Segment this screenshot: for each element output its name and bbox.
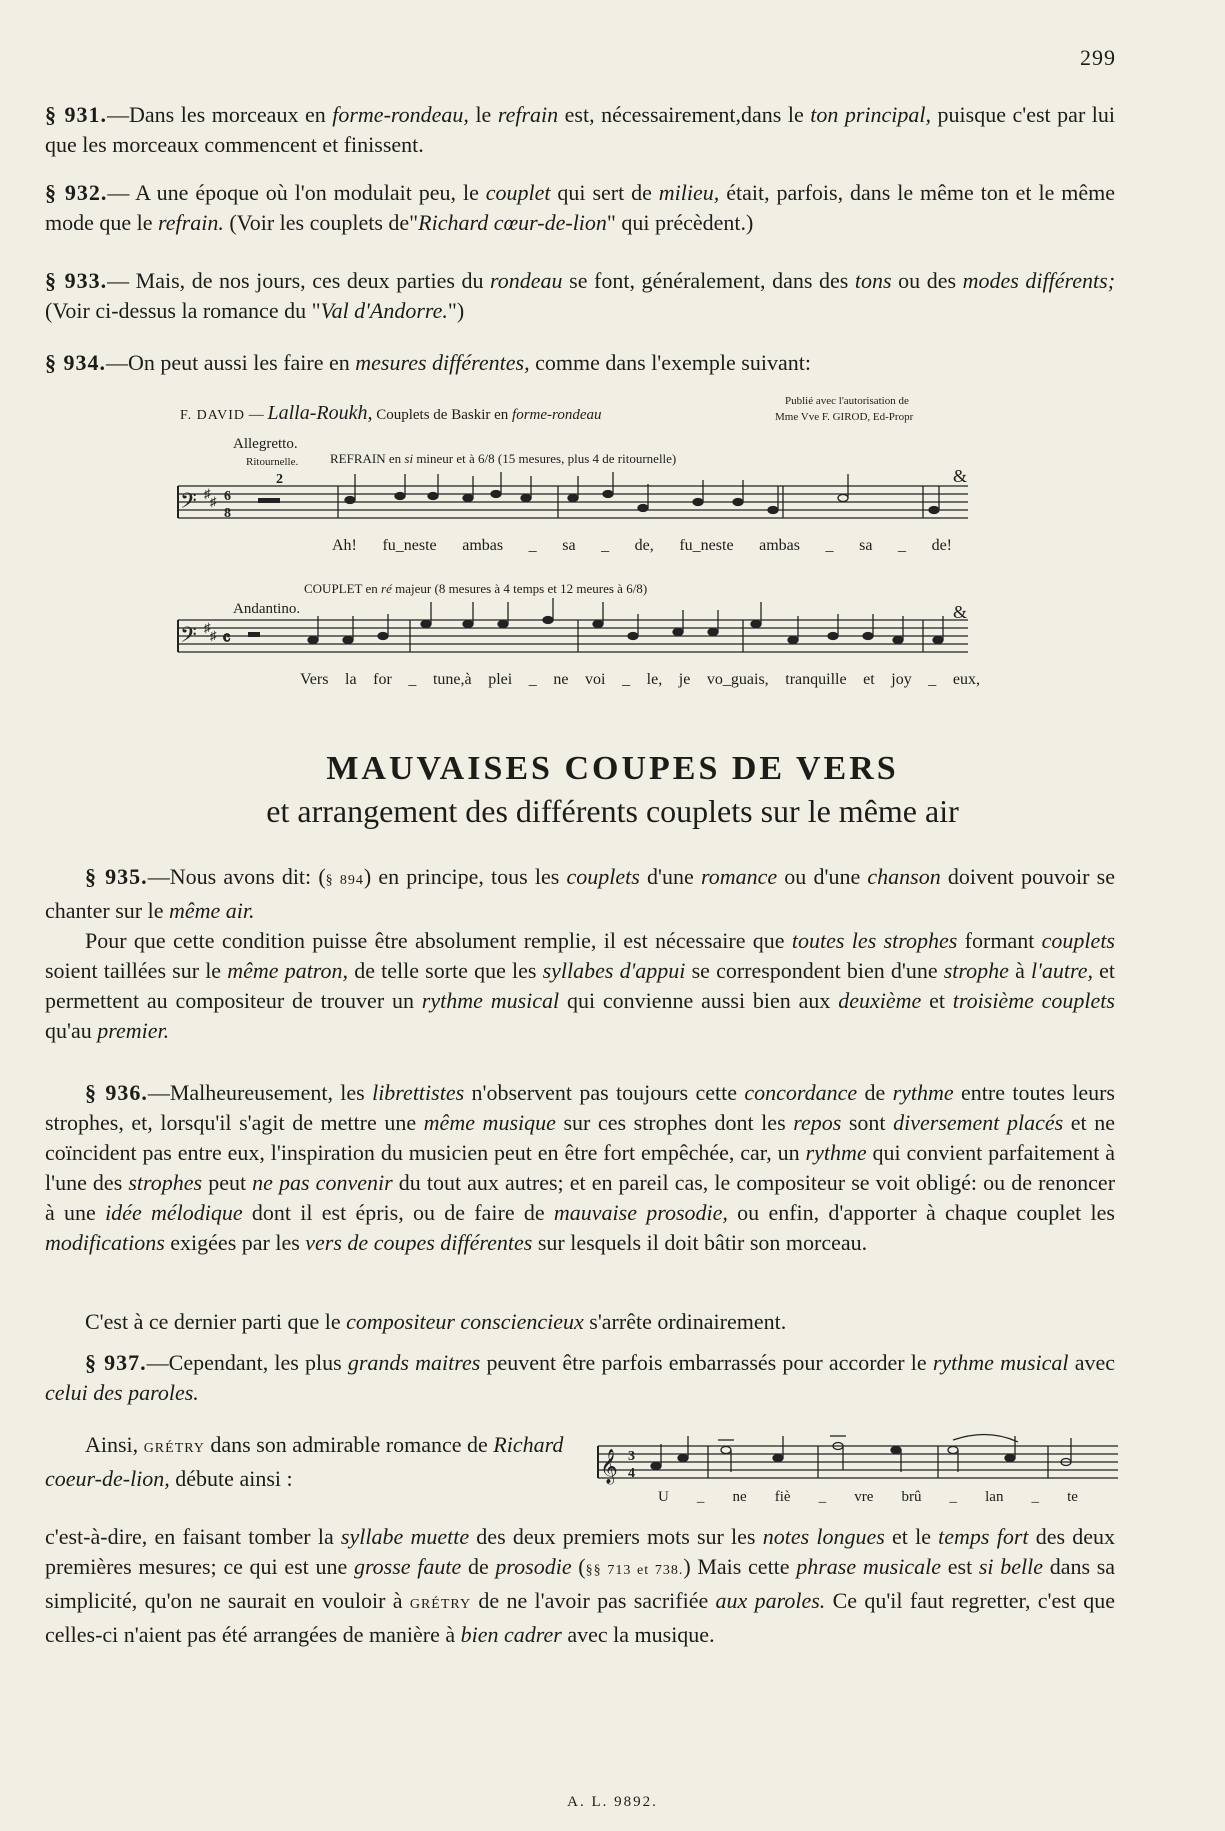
paragraph-935 [45, 862, 1115, 926]
lyric-syllable: de! [931, 537, 952, 554]
lyric-syllable: vre [854, 1489, 874, 1505]
paragraph-936 [45, 1078, 1115, 1258]
text: avec la musique. [561, 1622, 715, 1647]
svg-text:4: 4 [628, 1466, 635, 1481]
section-number: § 934. [45, 350, 106, 375]
lyric-syllable: vo_guais, [706, 671, 769, 688]
text: qu'au [45, 1018, 98, 1043]
text: sur ces strophes dont les [555, 1110, 794, 1135]
lyric-syllable: _ [949, 1489, 958, 1505]
emphasis: rondeau [490, 268, 563, 293]
lyric-syllable: _ [1031, 1489, 1040, 1505]
lyric-syllable: voi [585, 671, 606, 688]
paragraph-closing [45, 1522, 1115, 1650]
text: c'est-à-dire, en faisant tomber la [45, 1524, 341, 1549]
text: dans sa simplicité, qu'on ne saurait en vouloir à [45, 1554, 1116, 1613]
text: REFRAIN en [330, 451, 405, 466]
emphasis: modifications [45, 1230, 165, 1255]
lyric-syllable: sa [562, 537, 576, 554]
text: qui convient parfaitement à l'une des [45, 1140, 1115, 1195]
lyric-syllable: _ [622, 671, 631, 688]
emphasis: si belle [978, 1554, 1043, 1579]
text: de [461, 1554, 496, 1579]
lyric-syllable: fiè [774, 1489, 791, 1505]
lyric-syllable: joy [891, 671, 912, 688]
emphasis: milieu, [658, 180, 720, 205]
text: —Nous avons dit: ( [147, 864, 326, 889]
emphasis: idée mélodique [105, 1200, 243, 1225]
lyric-syllable: le, [646, 671, 663, 688]
emphasis: même patron, [227, 958, 349, 983]
refrain-label [330, 451, 676, 467]
lyric-syllable: ambas [759, 537, 800, 554]
lyric-syllable: Vers [300, 671, 329, 688]
emphasis: grands maitres [347, 1350, 481, 1375]
lyrics-refrain [332, 537, 952, 555]
svg-text:8: 8 [224, 506, 231, 521]
emphasis: chanson [867, 864, 941, 889]
lyric-syllable: fu_neste [382, 537, 437, 554]
text: " qui précèdent.) [606, 210, 754, 235]
lyric-syllable: Ah! [332, 537, 357, 554]
lyric-syllable: je [678, 671, 691, 688]
text: ) [642, 581, 648, 596]
svg-text:♯: ♯ [204, 620, 211, 635]
emphasis: syllabe muette [340, 1524, 470, 1549]
emphasis: Richard coeur-de-lion, [45, 1432, 564, 1491]
segno-ampersand-2: & [953, 602, 968, 622]
text: de [857, 1080, 893, 1105]
section-number: § 932. [45, 180, 108, 205]
text: et [921, 988, 953, 1013]
text: Pour que cette condition puisse être absolument remplie, il est nécessaire que [85, 928, 792, 953]
text: à [1008, 958, 1032, 983]
emphasis: celui des paroles. [45, 1380, 199, 1405]
emphasis: diversement placés [893, 1110, 1064, 1135]
example-credit [180, 402, 601, 425]
text: et ne coïncident pas entre eux, l'inspiration du musicien peut en être fort empêchée, car, un [45, 1110, 1115, 1165]
text: qui convienne aussi bien aux [559, 988, 839, 1013]
meter: 6/8 [478, 451, 495, 466]
lyric-syllable: _ [696, 1489, 705, 1505]
section-number: § 933. [45, 268, 108, 293]
emphasis: temps fort [938, 1524, 1029, 1549]
staff-refrain [178, 480, 968, 540]
cross-reference: § 894 [325, 873, 364, 888]
text: C'est à ce dernier parti que le [85, 1309, 347, 1334]
svg-text:𝄞: 𝄞 [600, 1449, 618, 1484]
tempo-marking: Allegretto. [233, 436, 298, 452]
emphasis: troisième couplets [952, 988, 1115, 1013]
text: ou d'une [777, 864, 868, 889]
lyric-syllable: ambas [462, 537, 504, 554]
emphasis: strophes [128, 1170, 203, 1195]
page-number: 299 [1080, 45, 1116, 70]
text: de ne l'avoir pas sacrifiée [471, 1588, 716, 1613]
svg-text:♯: ♯ [210, 494, 217, 509]
text: ou des [891, 268, 963, 293]
text: doivent pouvoir se chanter sur le [45, 864, 1116, 923]
lyric-syllable: _ [528, 537, 537, 554]
emphasis: Richard cœur-de-lion [418, 210, 607, 235]
lyric-syllable: U [658, 1489, 669, 1505]
lyrics-couplet [300, 671, 980, 689]
emphasis: même air. [169, 898, 255, 923]
lyric-syllable: brû [901, 1489, 922, 1505]
staff-gretry [598, 1432, 1118, 1492]
paragraph-931 [45, 100, 1115, 160]
emphasis: couplet [485, 180, 551, 205]
emphasis: mesures différentes, [355, 350, 530, 375]
couplet-label [304, 581, 647, 597]
svg-text:6: 6 [224, 489, 231, 504]
composer: F. DAVID [180, 408, 245, 423]
lyric-syllable: et [863, 671, 875, 688]
emphasis: phrase musicale [796, 1554, 942, 1579]
emphasis: bien cadrer [460, 1622, 562, 1647]
lyric-syllable: plei [488, 671, 513, 688]
paragraph-937-continued [45, 1430, 575, 1494]
text: —Cependant, les plus [146, 1350, 348, 1375]
text: Ce qu'il faut regretter, c'est que celles-ci n'aient pas été arrangées de manière à [45, 1588, 1115, 1647]
emphasis: concordance [744, 1080, 858, 1105]
paragraph-934 [45, 348, 1115, 378]
text: ) Mais cette [683, 1554, 797, 1579]
emphasis: prosodie [495, 1554, 572, 1579]
composer-name: GRÉTRY [143, 1441, 205, 1456]
svg-text:♯: ♯ [210, 628, 217, 643]
emphasis: romance [700, 864, 778, 889]
svg-text:♯: ♯ [204, 486, 211, 501]
emphasis: couplets [566, 864, 640, 889]
svg-text:3: 3 [628, 1449, 635, 1464]
text: —Dans les morceaux en [107, 102, 333, 127]
text: peut [202, 1170, 253, 1195]
text: du tout aux autres; et en pareil cas, le compositeur se voit obligé: ou de renoncer à une [45, 1170, 1116, 1225]
work-title: Lalla-Roukh, [267, 402, 373, 424]
permission-line-1: Publié avec l'autorisation de [785, 395, 909, 407]
text: (Voir les couplets de" [223, 210, 419, 235]
lyric-syllable: _ [898, 537, 906, 554]
composer-name: GRÉTRY [409, 1597, 472, 1612]
permission-line-2: Mme Vve F. GIROD, Ed-Propr [775, 411, 914, 423]
emphasis: rythme [892, 1080, 954, 1105]
text: mineur et à [413, 451, 479, 466]
lyric-syllable: tranquille [785, 671, 847, 688]
lyric-syllable: for [373, 671, 392, 688]
text: avec [1068, 1350, 1116, 1375]
emphasis: rythme musical [932, 1350, 1069, 1375]
emphasis: compositeur consciencieux [346, 1309, 584, 1334]
lyric-syllable: sa [859, 537, 873, 554]
section-number: § 931. [45, 102, 108, 127]
emphasis: modes différents; [962, 268, 1116, 293]
svg-text:𝄴: 𝄴 [222, 628, 231, 650]
text: de telle sorte que les [348, 958, 543, 983]
text: n'observent pas toujours cette [464, 1080, 745, 1105]
lyric-syllable: fu_neste [679, 537, 734, 554]
text: puisque c'est par lui que les morceaux commencent et finissent. [45, 102, 1116, 157]
emphasis: premier. [97, 1018, 170, 1043]
emphasis: rythme [805, 1140, 867, 1165]
text: était, parfois, dans le même ton et le même mode que le [45, 180, 1115, 235]
text: comme dans l'exemple suivant: [529, 350, 811, 375]
text: ( [571, 1554, 586, 1579]
text: d'une [639, 864, 701, 889]
text: dans son admirable romance de [204, 1432, 494, 1457]
emphasis: grosse faute [353, 1554, 462, 1579]
text: ") [447, 298, 465, 323]
emphasis: refrain [497, 102, 559, 127]
text: soient taillées sur le [45, 958, 228, 983]
paragraph-937 [45, 1348, 1115, 1408]
text: dont il est épris, ou de faire de [242, 1200, 554, 1225]
lyrics-gretry [658, 1489, 1078, 1506]
meter: 6/8 [626, 581, 643, 596]
text: et le [884, 1524, 939, 1549]
lyric-syllable: _ [928, 671, 937, 688]
ritournelle-label: Ritournelle. [246, 456, 299, 468]
lyric-syllable: _ [825, 537, 834, 554]
text: exigées par les [164, 1230, 306, 1255]
lyric-syllable: ne [732, 1489, 747, 1505]
text: majeur (8 mesures à 4 temps et 12 meures à [391, 581, 627, 596]
emphasis: tons [854, 268, 892, 293]
lyric-syllable: _ [408, 671, 417, 688]
section-title: MAUVAISES COUPES DE VERS [326, 750, 899, 787]
text: COUPLET en [304, 581, 382, 596]
lyric-syllable: tune,à [432, 671, 472, 688]
lyric-syllable: _ [528, 671, 537, 688]
text: est, nécessairement,dans le [558, 102, 811, 127]
emphasis: refrain. [158, 210, 224, 235]
text: se font, généralement, dans des [562, 268, 855, 293]
svg-text:𝄢: 𝄢 [180, 489, 197, 519]
emphasis: forme-rondeau [512, 407, 602, 423]
text: qui sert de [550, 180, 659, 205]
paragraph-932 [45, 178, 1115, 238]
emphasis: couplets [1041, 928, 1115, 953]
emphasis: l'autre, [1031, 958, 1093, 983]
text: entre toutes leurs strophes, et, lorsqu'il s'agit de mettre une [45, 1080, 1115, 1135]
text: Ainsi, [85, 1432, 144, 1457]
paragraph-935-continued [45, 926, 1115, 1046]
bar-count: 2 [276, 472, 283, 487]
text: (15 mesures, plus 4 de ritournelle) [494, 451, 677, 466]
staff-couplet [178, 614, 968, 674]
tempo-marking-2: Andantino. [233, 601, 301, 617]
emphasis: même musique [423, 1110, 556, 1135]
text: ou enfin, d'apporter à chaque couplet les [727, 1200, 1115, 1225]
lyric-syllable: eux, [952, 671, 980, 688]
segno-ampersand: & [953, 466, 968, 486]
section-number: § 937. [85, 1350, 147, 1375]
text: Couplets de Baskir en [372, 407, 513, 423]
emphasis: syllabes d'appui [542, 958, 686, 983]
text: s'arrête ordinairement. [583, 1309, 787, 1334]
text: des deux premières mesures; ce qui est une [45, 1524, 1116, 1579]
text: le [468, 102, 498, 127]
emphasis: repos [793, 1110, 842, 1135]
text: débute ainsi : [169, 1466, 293, 1491]
lyric-syllable: _ [601, 537, 610, 554]
emphasis: mauvaise prosodie, [553, 1200, 728, 1225]
lyric-syllable: lan [985, 1489, 1004, 1505]
lyric-syllable: la [345, 671, 357, 688]
emphasis: ton principal, [810, 102, 932, 127]
lyric-syllable: ne [553, 671, 569, 688]
text: peuvent être parfois embarrassés pour accorder le [480, 1350, 933, 1375]
section-number: § 936. [85, 1080, 148, 1105]
text: formant [957, 928, 1042, 953]
paragraph-936-continued [45, 1307, 1115, 1337]
emphasis: Val d'Andorre. [320, 298, 448, 323]
section-number: § 935. [85, 864, 148, 889]
emphasis: rythme musical [421, 988, 560, 1013]
emphasis: ré [381, 581, 392, 596]
svg-text:𝄢: 𝄢 [180, 623, 197, 653]
emphasis: strophe [943, 958, 1009, 983]
lyric-syllable: _ [818, 1489, 827, 1505]
paragraph-933 [45, 266, 1115, 326]
emphasis: notes longues [762, 1524, 885, 1549]
text: et permettent au compositeur de trouver un [45, 958, 1115, 1013]
cross-reference: §§ 713 et 738. [585, 1563, 684, 1578]
text: se correspondent bien d'une [685, 958, 944, 983]
plate-number: A. L. 9892. [567, 1794, 658, 1810]
text: est [941, 1554, 979, 1579]
text: — [244, 407, 268, 423]
text: — Mais, de nos jours, ces deux parties du [107, 268, 491, 293]
section-subtitle: et arrangement des différents couplets sur le même air [266, 793, 959, 829]
emphasis: deuxième [838, 988, 922, 1013]
text: —On peut aussi les faire en [106, 350, 356, 375]
text: sont [841, 1110, 894, 1135]
text: sur lesquels il doit bâtir son morceau. [532, 1230, 868, 1255]
text: (Voir ci-dessus la romance du " [45, 298, 321, 323]
text: ) en principe, tous les [363, 864, 567, 889]
lyric-syllable: de, [634, 537, 654, 554]
text: des deux premiers mots sur les [469, 1524, 763, 1549]
text: — A une époque où l'on modulait peu, le [107, 180, 486, 205]
emphasis: ne pas convenir [252, 1170, 393, 1195]
emphasis: toutes les strophes [791, 928, 958, 953]
emphasis: aux paroles. [715, 1588, 826, 1613]
text: —Malheureusement, les [147, 1080, 373, 1105]
emphasis: librettistes [372, 1080, 465, 1105]
emphasis: forme-rondeau, [332, 102, 469, 127]
lyric-syllable: te [1067, 1489, 1078, 1505]
emphasis: si [404, 451, 414, 466]
emphasis: vers de coupes différentes [305, 1230, 533, 1255]
